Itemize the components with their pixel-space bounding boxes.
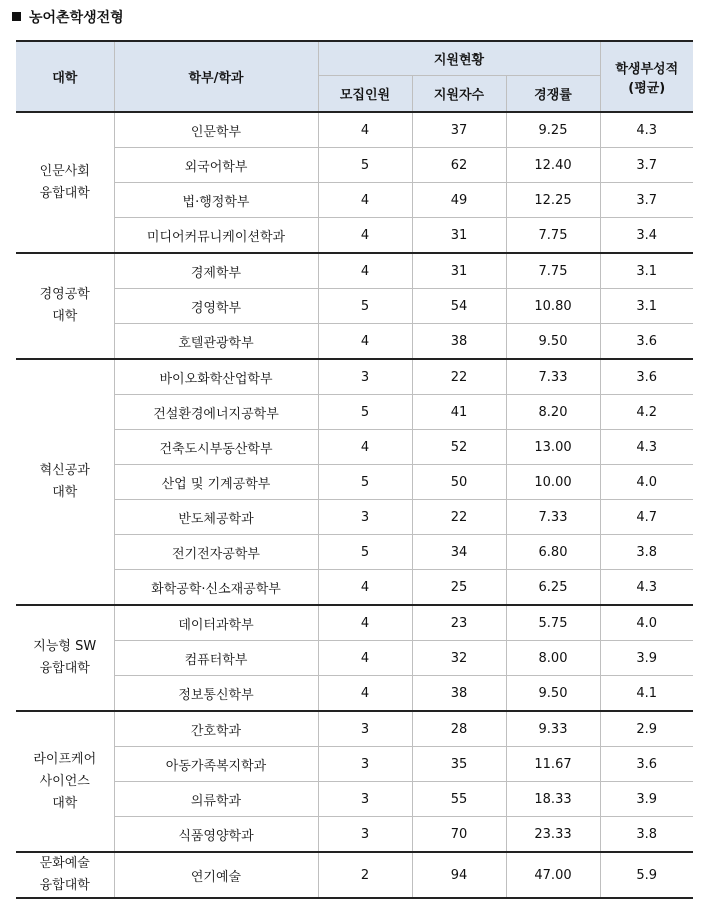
college-name-line: 대학: [52, 485, 78, 500]
applicants-cell: 49: [412, 183, 506, 218]
college-name-line: 혁신공과: [39, 463, 90, 478]
dept-cell: 의류학과: [114, 782, 318, 817]
dept-cell: 인문학부: [114, 112, 318, 148]
dept-cell: 산업 및 기계공학부: [114, 465, 318, 500]
header-applicants: 지원자수: [412, 76, 506, 113]
ratio-cell: 12.25: [506, 183, 600, 218]
dept-cell: 경영학부: [114, 289, 318, 324]
ratio-cell: 5.75: [506, 605, 600, 641]
grade-cell: 4.0: [600, 465, 693, 500]
table-row: [16, 148, 693, 183]
quota-cell: 3: [318, 359, 412, 395]
applicants-cell: 70: [412, 817, 506, 853]
college-cell: [16, 112, 114, 253]
quota-cell: 4: [318, 183, 412, 218]
ratio-cell: 8.20: [506, 395, 600, 430]
table-row: [16, 324, 693, 360]
table-row: [16, 852, 693, 898]
applicants-cell: 41: [412, 395, 506, 430]
table-row: [16, 289, 693, 324]
applicants-cell: 62: [412, 148, 506, 183]
dept-cell: 바이오화학산업학부: [114, 359, 318, 395]
college-cell: [16, 359, 114, 605]
table-row: [16, 711, 693, 747]
grade-cell: 3.1: [600, 289, 693, 324]
quota-cell: 4: [318, 324, 412, 360]
quota-cell: 4: [318, 605, 412, 641]
grade-cell: 5.9: [600, 852, 693, 898]
table-row: [16, 817, 693, 853]
ratio-cell: 6.25: [506, 570, 600, 606]
college-name-line: 라이프케어: [33, 751, 97, 767]
quota-cell: 3: [318, 500, 412, 535]
college-cell: [16, 852, 114, 898]
college-cell: [16, 253, 114, 359]
table-row: [16, 218, 693, 254]
dept-cell: 법·행정학부: [114, 183, 318, 218]
dept-cell: 정보통신학부: [114, 676, 318, 712]
applicants-cell: 38: [412, 676, 506, 712]
applicants-cell: 54: [412, 289, 506, 324]
quota-cell: 4: [318, 641, 412, 676]
table-row: [16, 747, 693, 782]
table-row: [16, 183, 693, 218]
quota-cell: 5: [318, 289, 412, 324]
college-name-line: 융합대학: [39, 185, 90, 201]
table-row: [16, 535, 693, 570]
grade-cell: 4.2: [600, 395, 693, 430]
table-row: [16, 395, 693, 430]
header-quota: 모집인원: [318, 76, 412, 113]
ratio-cell: 7.75: [506, 218, 600, 254]
header-grade-line2: (평균): [628, 80, 666, 96]
ratio-cell: 11.67: [506, 747, 600, 782]
college-name-line: 지능형 SW: [33, 639, 97, 654]
grade-cell: 4.7: [600, 500, 693, 535]
ratio-cell: 23.33: [506, 817, 600, 853]
ratio-cell: 9.25: [506, 112, 600, 148]
applicants-cell: 35: [412, 747, 506, 782]
table-row: [16, 570, 693, 606]
applicants-cell: 38: [412, 324, 506, 360]
header-dept: 학부/학과: [114, 41, 318, 112]
dept-cell: 데이터과학부: [114, 605, 318, 641]
dept-cell: 경제학부: [114, 253, 318, 289]
grade-cell: 4.3: [600, 112, 693, 148]
ratio-cell: 9.50: [506, 324, 600, 360]
grade-cell: 3.1: [600, 253, 693, 289]
applicants-cell: 22: [412, 500, 506, 535]
applicants-cell: 94: [412, 852, 506, 898]
applicants-cell: 32: [412, 641, 506, 676]
quota-cell: 4: [318, 676, 412, 712]
applicants-cell: 31: [412, 253, 506, 289]
quota-cell: 3: [318, 782, 412, 817]
ratio-cell: 18.33: [506, 782, 600, 817]
quota-cell: 5: [318, 465, 412, 500]
admission-table: [16, 40, 693, 899]
quota-cell: 4: [318, 112, 412, 148]
grade-cell: 4.1: [600, 676, 693, 712]
dept-cell: 반도체공학과: [114, 500, 318, 535]
dept-cell: 간호학과: [114, 711, 318, 747]
dept-cell: 식품영양학과: [114, 817, 318, 853]
dept-cell: 연기예술: [114, 852, 318, 898]
applicants-cell: 50: [412, 465, 506, 500]
college-name-line: 사이언스: [39, 773, 90, 789]
table-row: [16, 112, 693, 148]
quota-cell: 5: [318, 535, 412, 570]
quota-cell: 2: [318, 852, 412, 898]
applicants-cell: 34: [412, 535, 506, 570]
college-cell: [16, 605, 114, 711]
ratio-cell: 13.00: [506, 430, 600, 465]
square-bullet-icon: [12, 12, 21, 21]
college-name-line: 대학: [52, 795, 78, 811]
quota-cell: 5: [318, 148, 412, 183]
table-row: [16, 253, 693, 289]
table-row: [16, 465, 693, 500]
applicants-cell: 37: [412, 112, 506, 148]
dept-cell: 외국어학부: [114, 148, 318, 183]
dept-cell: 화학공학·신소재공학부: [114, 570, 318, 606]
college-name-line: 대학: [52, 309, 78, 324]
applicants-cell: 23: [412, 605, 506, 641]
grade-cell: 4.3: [600, 430, 693, 465]
grade-cell: 3.9: [600, 641, 693, 676]
ratio-cell: 10.80: [506, 289, 600, 324]
college-name-line: 문화예술: [39, 856, 90, 871]
table-row: [16, 430, 693, 465]
grade-cell: 4.0: [600, 605, 693, 641]
dept-cell: 전기전자공학부: [114, 535, 318, 570]
grade-cell: 2.9: [600, 711, 693, 747]
college-name-line: 융합대학: [39, 661, 90, 676]
college-cell: [16, 711, 114, 852]
table-row: [16, 359, 693, 395]
applicants-cell: 31: [412, 218, 506, 254]
ratio-cell: 7.75: [506, 253, 600, 289]
grade-cell: 3.7: [600, 183, 693, 218]
quota-cell: 4: [318, 253, 412, 289]
table-row: [16, 605, 693, 641]
quota-cell: 3: [318, 747, 412, 782]
grade-cell: 4.3: [600, 570, 693, 606]
college-name-line: 경영공학: [39, 287, 90, 302]
header-ratio: 경쟁률: [506, 76, 600, 113]
page-title-text: 농어촌학생전형: [29, 10, 124, 26]
grade-cell: 3.4: [600, 218, 693, 254]
grade-cell: 3.6: [600, 359, 693, 395]
quota-cell: 4: [318, 218, 412, 254]
table-body: [16, 112, 693, 898]
dept-cell: 호텔관광학부: [114, 324, 318, 360]
quota-cell: 5: [318, 395, 412, 430]
table-row: [16, 500, 693, 535]
college-name-line: 융합대학: [39, 878, 90, 893]
applicants-cell: 52: [412, 430, 506, 465]
table-row: [16, 641, 693, 676]
ratio-cell: 47.00: [506, 852, 600, 898]
grade-cell: 3.8: [600, 535, 693, 570]
grade-cell: 3.6: [600, 747, 693, 782]
ratio-cell: 8.00: [506, 641, 600, 676]
applicants-cell: 55: [412, 782, 506, 817]
ratio-cell: 7.33: [506, 500, 600, 535]
ratio-cell: 7.33: [506, 359, 600, 395]
grade-cell: 3.7: [600, 148, 693, 183]
applicants-cell: 22: [412, 359, 506, 395]
header-apply-status: 지원현황: [318, 41, 600, 76]
quota-cell: 4: [318, 570, 412, 606]
ratio-cell: 6.80: [506, 535, 600, 570]
dept-cell: 컴퓨터학부: [114, 641, 318, 676]
grade-cell: 3.8: [600, 817, 693, 853]
grade-cell: 3.9: [600, 782, 693, 817]
ratio-cell: 12.40: [506, 148, 600, 183]
dept-cell: 아동가족복지학과: [114, 747, 318, 782]
dept-cell: 건설환경에너지공학부: [114, 395, 318, 430]
table-row: [16, 782, 693, 817]
quota-cell: 3: [318, 817, 412, 853]
header-grade: [600, 41, 693, 112]
ratio-cell: 10.00: [506, 465, 600, 500]
header-college: 대학: [16, 41, 114, 112]
applicants-cell: 25: [412, 570, 506, 606]
table-row: [16, 676, 693, 712]
quota-cell: 4: [318, 430, 412, 465]
dept-cell: 미디어커뮤니케이션학과: [114, 218, 318, 254]
header-grade-line1: 학생부성적: [615, 61, 679, 77]
applicants-cell: 28: [412, 711, 506, 747]
college-name-line: 인문사회: [39, 163, 90, 179]
page-title: [12, 6, 124, 30]
quota-cell: 3: [318, 711, 412, 747]
grade-cell: 3.6: [600, 324, 693, 360]
ratio-cell: 9.33: [506, 711, 600, 747]
dept-cell: 건축도시부동산학부: [114, 430, 318, 465]
ratio-cell: 9.50: [506, 676, 600, 712]
